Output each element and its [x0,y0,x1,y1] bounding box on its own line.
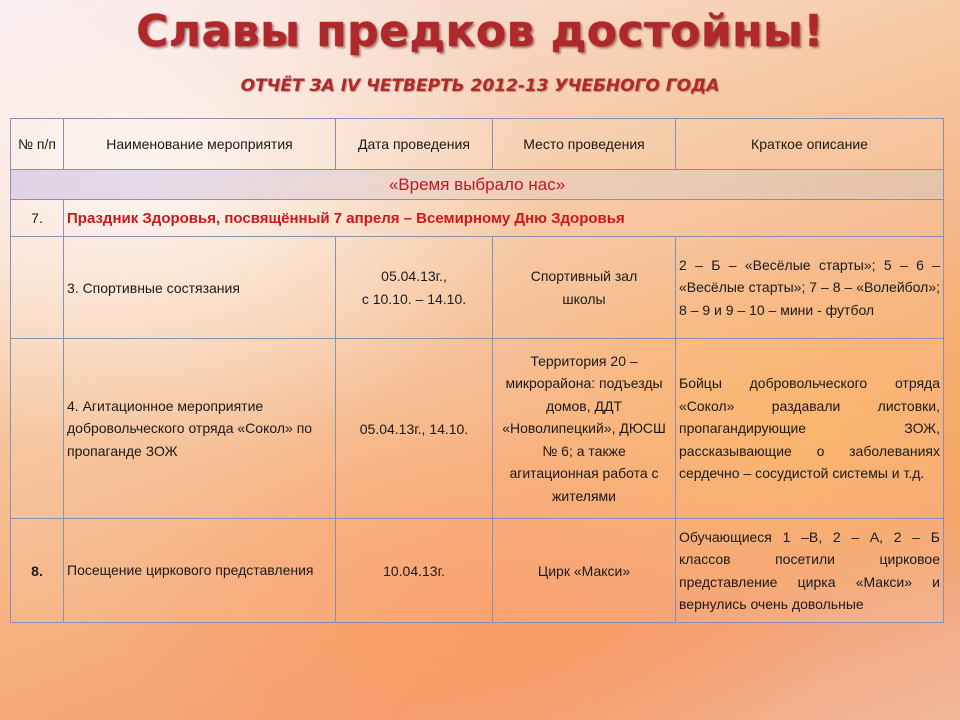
report-subtitle: ОТЧЁТ ЗА IV ЧЕТВЕРТЬ 2012-13 УЧЕБНОГО ГОДА [240,76,720,96]
row-number [11,339,64,519]
row-date-line: с 10.10. – 14.10. [361,290,467,307]
row-place: Территория 20 – микрорайона: подъезды домов, ДДТ «Новолипецкий», ДЮСШ № 6; а также агитационная работа с жителями [493,339,676,519]
row-event-name: Посещение циркового представления [64,519,336,623]
row-date [336,237,493,339]
row-number [11,237,64,339]
row-description: Обучающиеся 1 –В, 2 – А, 2 – Б классов посетили цирковое представление цирка «Макси» и вернулись очень довольные [676,519,944,623]
table-row [11,339,944,519]
row-event-name: 3. Спортивные состязания [64,237,336,339]
table-row [11,237,944,339]
report-table [10,118,944,623]
row-place-line: Спортивный зал [530,268,638,284]
column-header-date: Дата проведения [336,119,493,170]
row-event-name: 4. Агитационное мероприятие добровольческого отряда «Сокол» по пропаганде ЗОЖ [64,339,336,519]
row-date-line: 05.04.13г., [381,268,447,284]
event-row [11,200,944,237]
column-header-place: Место проведения [493,119,676,170]
row-date: 05.04.13г., 14.10. [336,339,493,519]
row-place [493,237,676,339]
row-place: Цирк «Макси» [493,519,676,623]
column-header-number: № п/п [11,119,64,170]
row-number: 8. [11,519,64,623]
column-header-description: Краткое описание [676,119,944,170]
row-date: 10.04.13г. [336,519,493,623]
event-title: Праздник Здоровья, посвящённый 7 апреля – Всемирному Дню Здоровья [64,200,944,237]
row-description: Бойцы добровольческого отряда «Сокол» раздавали листовки, пропагандирующие ЗОЖ, рассказывающие о заболеваниях сердечно – сосудистой системы и т.д. [676,339,944,519]
row-place-line: школы [562,290,606,307]
event-number: 7. [11,200,64,237]
table-header-row [11,119,944,170]
section-title: «Время выбрало нас» [11,170,944,200]
page-title: Славы предков достойны! [136,6,824,57]
table-row [11,519,944,623]
column-header-event-name: Наименование мероприятия [64,119,336,170]
section-row [11,170,944,200]
row-description: 2 – Б – «Весёлые старты»; 5 – 6 – «Весёлые старты»; 7 – 8 – «Волейбол»; 8 – 9 и 9 – 10 – мини - футбол [676,237,944,339]
